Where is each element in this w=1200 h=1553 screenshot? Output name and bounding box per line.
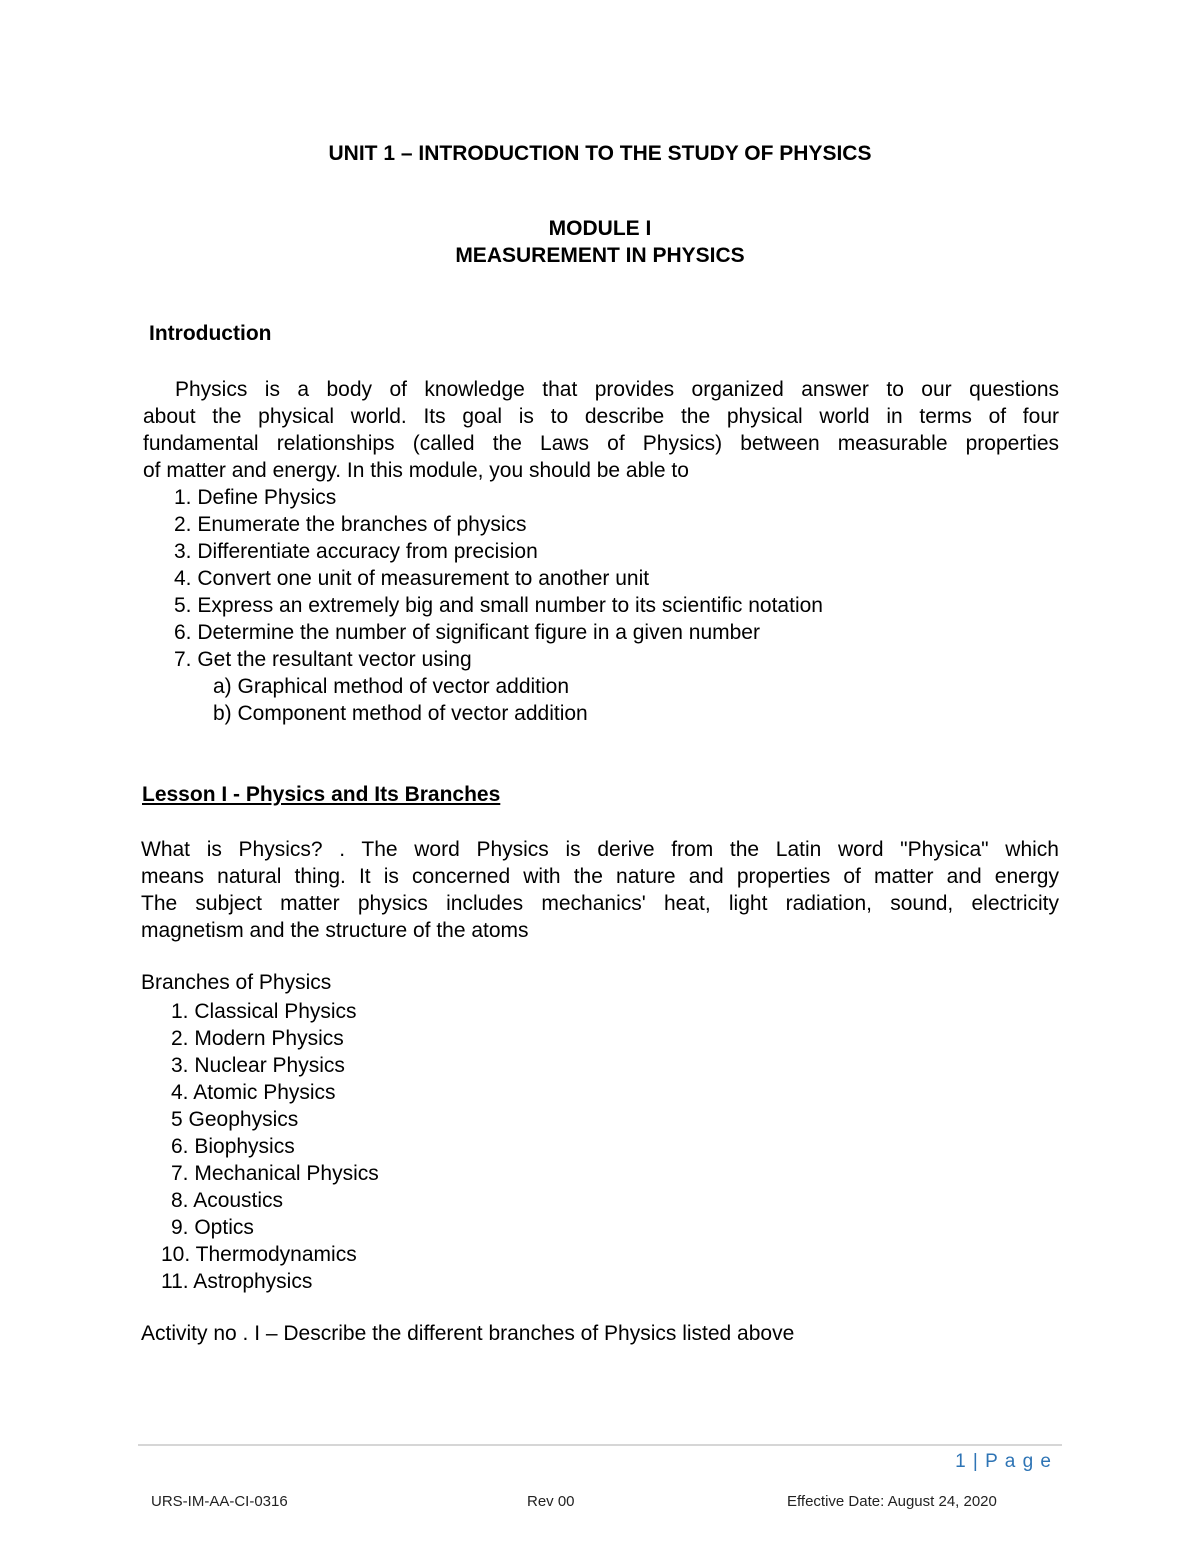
revision-label: Rev 00 bbox=[527, 1493, 575, 1510]
page-number: 1 | P a g e bbox=[955, 1451, 1052, 1472]
list-item: 10. Thermodynamics bbox=[161, 1243, 357, 1266]
paragraph-line: The subject matter physics includes mechanics' heat, light radiation, sound, electricity bbox=[141, 892, 1059, 915]
list-item: 4. Convert one unit of measurement to another unit bbox=[174, 567, 650, 590]
list-item: 2. Modern Physics bbox=[171, 1027, 344, 1050]
list-item: 7. Get the resultant vector using bbox=[174, 648, 472, 671]
paragraph-line: magnetism and the structure of the atoms bbox=[141, 919, 529, 942]
list-item: 9. Optics bbox=[171, 1216, 254, 1239]
paragraph-line: means natural thing. It is concerned with the nature and properties of matter and energy bbox=[141, 865, 1059, 888]
unit-title: UNIT 1 – INTRODUCTION TO THE STUDY OF PHYSICS bbox=[328, 142, 872, 165]
lesson-heading: Lesson I - Physics and Its Branches bbox=[142, 783, 501, 806]
branches-heading: Branches of Physics bbox=[141, 971, 332, 994]
introduction-paragraph bbox=[143, 376, 1059, 484]
paragraph-line: of matter and energy. In this module, you should be able to bbox=[143, 459, 689, 482]
module-title: MODULE I bbox=[548, 217, 652, 240]
footer-divider bbox=[138, 1444, 1062, 1446]
introduction-heading: Introduction bbox=[149, 322, 272, 345]
list-item: 6. Determine the number of significant figure in a given number bbox=[174, 621, 760, 644]
activity-text: Activity no . I – Describe the different branches of Physics listed above bbox=[141, 1322, 795, 1345]
list-item: 11. Astrophysics bbox=[161, 1270, 313, 1293]
list-item: 6. Biophysics bbox=[171, 1135, 295, 1158]
list-item: 4. Atomic Physics bbox=[171, 1081, 336, 1104]
effective-date: Effective Date: August 24, 2020 bbox=[787, 1493, 997, 1510]
list-item: 8. Acoustics bbox=[171, 1189, 284, 1212]
list-item: a) Graphical method of vector addition bbox=[213, 675, 570, 698]
list-item: 5 Geophysics bbox=[171, 1108, 299, 1131]
list-item: 3. Nuclear Physics bbox=[171, 1054, 345, 1077]
paragraph-line: Physics is a body of knowledge that provides organized answer to our questions bbox=[175, 378, 1059, 401]
paragraph-line: about the physical world. Its goal is to describe the physical world in terms of four bbox=[143, 405, 1059, 428]
list-item: 1. Define Physics bbox=[174, 486, 337, 509]
list-item: b) Component method of vector addition bbox=[213, 702, 588, 725]
list-item: 1. Classical Physics bbox=[171, 1000, 357, 1023]
list-item: 3. Differentiate accuracy from precision bbox=[174, 540, 538, 563]
lesson-paragraph bbox=[141, 836, 1059, 944]
paragraph-line: What is Physics? . The word Physics is derive from the Latin word "Physica" which bbox=[141, 838, 1059, 861]
list-item: 2. Enumerate the branches of physics bbox=[174, 513, 527, 536]
document-code: URS-IM-AA-CI-0316 bbox=[151, 1493, 288, 1510]
module-subtitle: MEASUREMENT IN PHYSICS bbox=[455, 244, 745, 267]
list-item: 5. Express an extremely big and small number to its scientific notation bbox=[174, 594, 823, 617]
list-item: 7. Mechanical Physics bbox=[171, 1162, 379, 1185]
paragraph-line: fundamental relationships (called the Laws of Physics) between measurable properties bbox=[143, 432, 1059, 455]
